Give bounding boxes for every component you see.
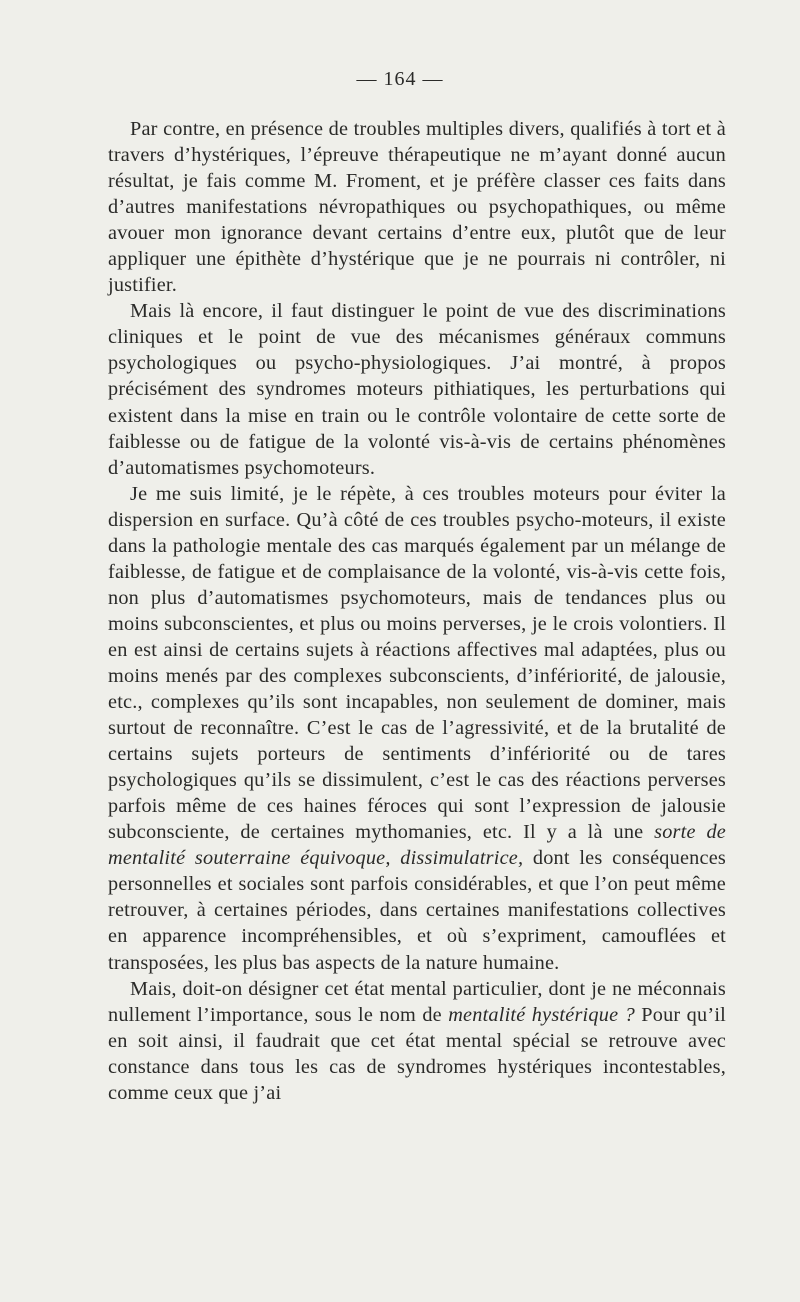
paragraph-2 [108, 298, 726, 480]
paragraph-3-text-a: Je me suis limité, je le répète, à ces troubles moteurs pour éviter la dispersion en surface. Qu’à côté de ces troubles psycho-moteurs, il existe dans la pathologie mentale des cas marqués également par un mélange de faiblesse, de fatigue et de complaisance de la volonté, vis-à-vis cette fois, non plus d’automatismes psychomoteurs, mais de tendances plus ou moins subconscientes, et plus ou moins perverses, je le crois volontiers. Il en est ainsi de certains sujets à réactions affectives mal adaptées, plus ou moins menés par des complexes subconscients, d’infériorité, de jalousie, etc., complexes qu’ils sont incapables, non seulement de dominer, mais surtout de reconnaître. C’est le cas de l’agressivité, et de la brutalité de certains sujets porteurs de sentiments d’infériorité ou de tares psychologiques qu’ils se dissimulent, c’est le cas des réactions perverses parfois même de ces haines féroces qui sont l’expression de jalousie subconsciente, de certaines mythomanies, etc. Il y a là une [108, 482, 726, 844]
paragraph-4 [108, 976, 726, 1106]
paragraph-1 [108, 116, 726, 298]
paragraph-4-text-b: Pour qu’il en soit ainsi, il faudrait que cet état mental spécial se retrouve avec constance dans tous les cas de syndromes hystériques incontestables, comme ceux que j’ai [108, 1003, 726, 1104]
paragraph-3-italic-phrase: sorte de mentalité souterraine équivoque, dissimulatrice, [108, 821, 726, 870]
paragraph-3 [108, 481, 726, 976]
body-text [108, 116, 726, 1106]
paragraph-1-text: Par contre, en présence de troubles multiples divers, qualifiés à tort et à travers d’hystériques, l’épreuve thérapeutique ne m’ayant donné aucun résultat, je fais comme M. Froment, et je préfère classer ces faits dans d’autres manifestations névropathiques ou psychopathiques, ou même avouer mon ignorance devant certains d’entre eux, plutôt que de leur appliquer une épithète d’hystérique que je ne pourrais ni contrôler, ni justifier. [108, 118, 726, 297]
paragraph-4-text-a: Mais, doit-on désigner cet état mental particulier, dont je ne méconnais nullement l’importance, sous le nom de [108, 977, 726, 1026]
paragraph-4-italic-phrase: mentalité hystérique ? [448, 1003, 635, 1026]
paragraph-2-text: Mais là encore, il faut distinguer le point de vue des discriminations cliniques et le point de vue des mécanismes généraux communs psychologiques ou psycho-physiologiques. J’ai montré, à propos précisément des syndromes moteurs pithiatiques, les perturbations qui existent dans la mise en train ou le contrôle volontaire de cette sorte de faiblesse ou de fatigue de la volonté vis-à-vis de certains phénomènes d’automatismes psychomoteurs. [108, 300, 726, 479]
page-number: — 164 — [356, 68, 444, 90]
paragraph-3-text-b: dont les conséquences personnelles et sociales sont parfois considérables, et que l’on peut même retrouver, à certaines périodes, dans certaines manifestations collectives en apparence incompréhensibles, et où s’expriment, camouflées et transposées, les plus bas aspects de la nature humaine. [108, 847, 726, 974]
